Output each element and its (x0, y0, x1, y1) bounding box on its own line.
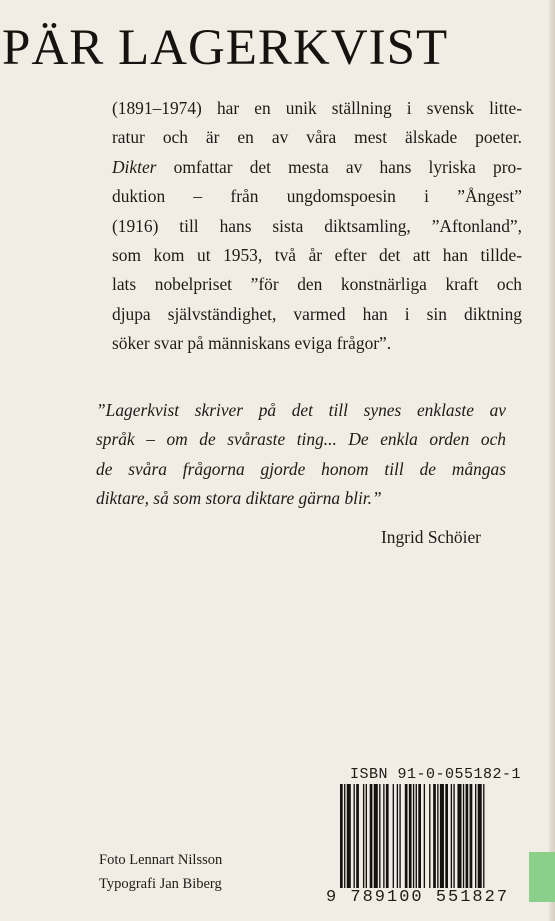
barcode-bar (374, 784, 378, 888)
barcode-bar (383, 784, 384, 888)
cover-edge (549, 0, 555, 921)
barcode-bar (379, 784, 380, 888)
author-title: PÄR LAGERKVIST (2, 20, 449, 76)
photo-credit: Foto Lennart Nilsson (99, 852, 223, 868)
barcode-bar (393, 784, 394, 888)
barcode-bar (399, 784, 400, 888)
bio-line: lats nobelpriset ”för den konstnärliga kraft och (112, 274, 522, 295)
barcode-bar (340, 784, 343, 896)
barcode-bar (418, 784, 421, 888)
bio-line-rest: omfattar det mesta av hans lyriska pro- (173, 156, 522, 177)
barcode-bar (366, 784, 367, 888)
quote-line: diktare, så som stora diktare gärna blir.” (96, 488, 382, 509)
bio-line: som kom ut 1953, två år efter det att han tillde- (112, 245, 522, 266)
barcode-bar (466, 784, 469, 888)
barcode-bar (453, 784, 454, 888)
barcode-bar (354, 784, 355, 888)
barcode-bar (347, 784, 351, 888)
bio-line: (1891–1974) har en unik ställning i svensk litte- (112, 98, 522, 118)
barcode-bar (478, 784, 482, 888)
bio-line: (1916) till hans sista diktsamling, ”Aftonland”, (112, 215, 522, 236)
barcode-bar (416, 784, 417, 888)
bio-line: djupa självständighet, varmed han i sin diktning (112, 303, 522, 324)
quote-author: Ingrid Schöier (381, 527, 481, 547)
author-biography (112, 94, 522, 359)
barcode-bar (475, 784, 476, 888)
barcode-bar (356, 784, 359, 888)
barcode-number: 9 789100 551827 (326, 888, 526, 907)
bio-line: söker svar på människans eviga frågor”. (112, 333, 392, 354)
bio-line (112, 153, 522, 182)
barcode-bar (413, 784, 414, 896)
barcode-bar (457, 784, 461, 888)
barcode-bar (386, 784, 389, 888)
barcode (326, 784, 528, 902)
quote-line: ”Lagerkvist skriver på det till synes enklaste av (96, 400, 506, 420)
typography-credit: Typografi Jan Biberg (99, 876, 222, 892)
price-sticker (529, 852, 555, 902)
bio-line: ratur och är en av våra mest älskade poeter. (112, 127, 522, 148)
barcode-bar (409, 784, 412, 888)
barcode-bar (463, 784, 464, 888)
barcode-bar (470, 784, 473, 888)
barcode-bar (440, 784, 444, 888)
barcode-bar (451, 784, 452, 888)
barcode-bar (344, 784, 345, 896)
barcode-bar (429, 784, 430, 888)
barcode-bar (437, 784, 438, 888)
bio-line: duktion – från ungdomspoesin i ”Ångest” (112, 186, 522, 207)
barcode-bar (363, 784, 364, 888)
book-title-italic: Dikter (112, 156, 157, 177)
isbn-label: ISBN 91-0-055182-1 (350, 766, 522, 783)
credits (99, 848, 222, 896)
barcode-bar (445, 784, 448, 888)
barcode-bar (370, 784, 373, 888)
barcode-bar (405, 784, 408, 888)
barcode-bar (483, 784, 484, 896)
review-quote (96, 396, 506, 514)
barcode-bar (424, 784, 425, 888)
quote-line: de svåra frågorna gjorde honom till de mångas (96, 458, 506, 479)
barcode-bar (397, 784, 398, 888)
quote-line: språk – om de svåraste ting... De enkla orden och (96, 429, 506, 450)
barcode-bar (433, 784, 436, 888)
